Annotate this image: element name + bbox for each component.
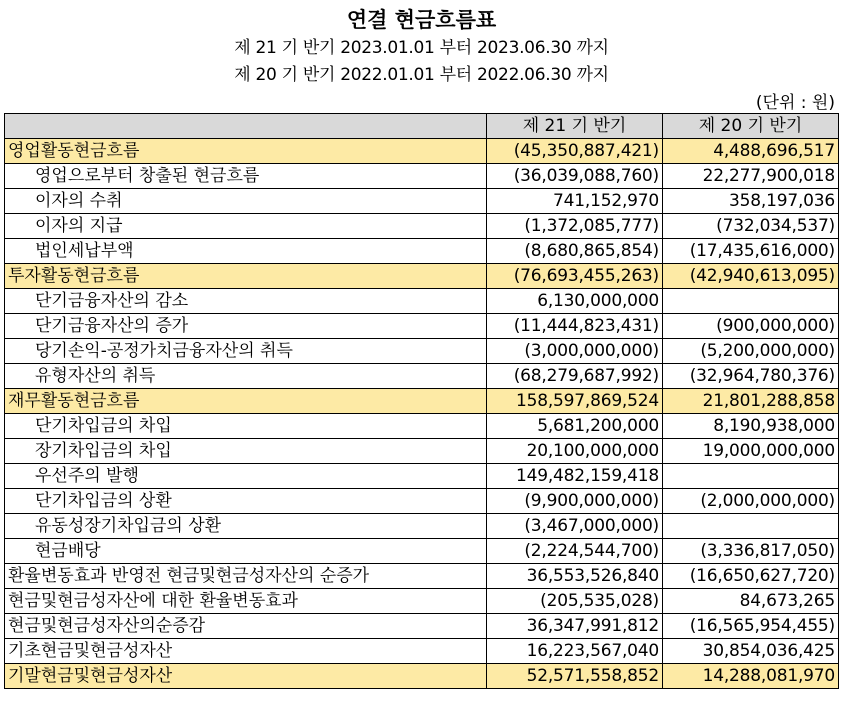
row-label: 이자의 지급 (5, 214, 487, 239)
row-value-previous: 30,854,036,425 (663, 639, 839, 664)
row-label: 단기차입금의 차입 (5, 414, 487, 439)
cash-flow-table (4, 113, 839, 689)
row-value-previous: 8,190,938,000 (663, 414, 839, 439)
row-value-previous: (17,435,616,000) (663, 239, 839, 264)
row-value-current: 36,553,526,840 (487, 564, 663, 589)
header-previous-period: 제 20 기 반기 (663, 114, 839, 139)
row-label: 환율변동효과 반영전 현금및현금성자산의 순증가 (5, 564, 487, 589)
row-value-previous: (3,336,817,050) (663, 539, 839, 564)
row-value-current: 149,482,159,418 (487, 464, 663, 489)
row-value-current: 6,130,000,000 (487, 289, 663, 314)
table-row (5, 564, 839, 589)
table-row (5, 414, 839, 439)
row-value-previous (663, 464, 839, 489)
row-value-current: 36,347,991,812 (487, 614, 663, 639)
table-row (5, 189, 839, 214)
table-row (5, 664, 839, 689)
row-label: 단기차입금의 상환 (5, 489, 487, 514)
row-value-previous: (16,565,954,455) (663, 614, 839, 639)
row-value-previous: 22,277,900,018 (663, 164, 839, 189)
row-value-current: (9,900,000,000) (487, 489, 663, 514)
table-row (5, 389, 839, 414)
row-value-current: 741,152,970 (487, 189, 663, 214)
table-row (5, 264, 839, 289)
table-row (5, 439, 839, 464)
row-label: 유동성장기차입금의 상환 (5, 514, 487, 539)
row-label: 단기금융자산의 감소 (5, 289, 487, 314)
row-value-current: (36,039,088,760) (487, 164, 663, 189)
row-label: 재무활동현금흐름 (5, 389, 487, 414)
table-header-row (5, 114, 839, 139)
table-row (5, 214, 839, 239)
row-value-current: 52,571,558,852 (487, 664, 663, 689)
row-value-previous: (900,000,000) (663, 314, 839, 339)
row-label: 당기손익-공정가치금융자산의 취득 (5, 339, 487, 364)
table-row (5, 239, 839, 264)
row-value-current: (45,350,887,421) (487, 139, 663, 164)
table-row (5, 489, 839, 514)
table-row (5, 289, 839, 314)
table-row (5, 139, 839, 164)
row-label: 현금및현금성자산에 대한 환율변동효과 (5, 589, 487, 614)
table-row (5, 339, 839, 364)
row-label: 현금및현금성자산의순증감 (5, 614, 487, 639)
row-label: 기말현금및현금성자산 (5, 664, 487, 689)
row-value-previous (663, 289, 839, 314)
row-value-previous: 14,288,081,970 (663, 664, 839, 689)
row-value-current: (8,680,865,854) (487, 239, 663, 264)
row-value-current: (76,693,455,263) (487, 264, 663, 289)
row-value-current: (1,372,085,777) (487, 214, 663, 239)
row-value-current: (11,444,823,431) (487, 314, 663, 339)
row-value-current: 5,681,200,000 (487, 414, 663, 439)
table-row (5, 364, 839, 389)
table-row (5, 164, 839, 189)
row-value-current: 158,597,869,524 (487, 389, 663, 414)
header-label-cell (5, 114, 487, 139)
row-label: 유형자산의 취득 (5, 364, 487, 389)
row-label: 영업활동현금흐름 (5, 139, 487, 164)
row-value-previous: 84,673,265 (663, 589, 839, 614)
row-label: 이자의 수취 (5, 189, 487, 214)
row-label: 현금배당 (5, 539, 487, 564)
row-value-previous: (42,940,613,095) (663, 264, 839, 289)
row-value-current: 20,100,000,000 (487, 439, 663, 464)
row-label: 법인세납부액 (5, 239, 487, 264)
table-row (5, 514, 839, 539)
row-value-previous: 358,197,036 (663, 189, 839, 214)
row-value-current: (68,279,687,992) (487, 364, 663, 389)
table-row (5, 464, 839, 489)
header-current-period: 제 21 기 반기 (487, 114, 663, 139)
row-value-previous: (5,200,000,000) (663, 339, 839, 364)
row-label: 우선주의 발행 (5, 464, 487, 489)
row-value-previous: 19,000,000,000 (663, 439, 839, 464)
table-row (5, 639, 839, 664)
row-value-current: 16,223,567,040 (487, 639, 663, 664)
table-row (5, 314, 839, 339)
row-value-previous (663, 514, 839, 539)
row-value-previous: 4,488,696,517 (663, 139, 839, 164)
row-value-previous: (732,034,537) (663, 214, 839, 239)
row-value-current: (205,535,028) (487, 589, 663, 614)
row-value-current: (3,000,000,000) (487, 339, 663, 364)
row-label: 단기금융자산의 증가 (5, 314, 487, 339)
unit-label: (단위 : 원) (755, 93, 835, 113)
row-value-previous: (32,964,780,376) (663, 364, 839, 389)
period-current: 제 21 기 반기 2023.01.01 부터 2023.06.30 까지 (234, 38, 609, 58)
table-row (5, 539, 839, 564)
row-value-previous: (16,650,627,720) (663, 564, 839, 589)
period-previous: 제 20 기 반기 2022.01.01 부터 2022.06.30 까지 (234, 65, 609, 85)
row-value-previous: (2,000,000,000) (663, 489, 839, 514)
statement-title: 연결 현금흐름표 (346, 7, 497, 32)
row-value-current: (3,467,000,000) (487, 514, 663, 539)
row-label: 장기차입금의 차입 (5, 439, 487, 464)
row-label: 기초현금및현금성자산 (5, 639, 487, 664)
table-row (5, 589, 839, 614)
row-value-previous: 21,801,288,858 (663, 389, 839, 414)
row-label: 영업으로부터 창출된 현금흐름 (5, 164, 487, 189)
table-row (5, 614, 839, 639)
row-label: 투자활동현금흐름 (5, 264, 487, 289)
row-value-current: (2,224,544,700) (487, 539, 663, 564)
